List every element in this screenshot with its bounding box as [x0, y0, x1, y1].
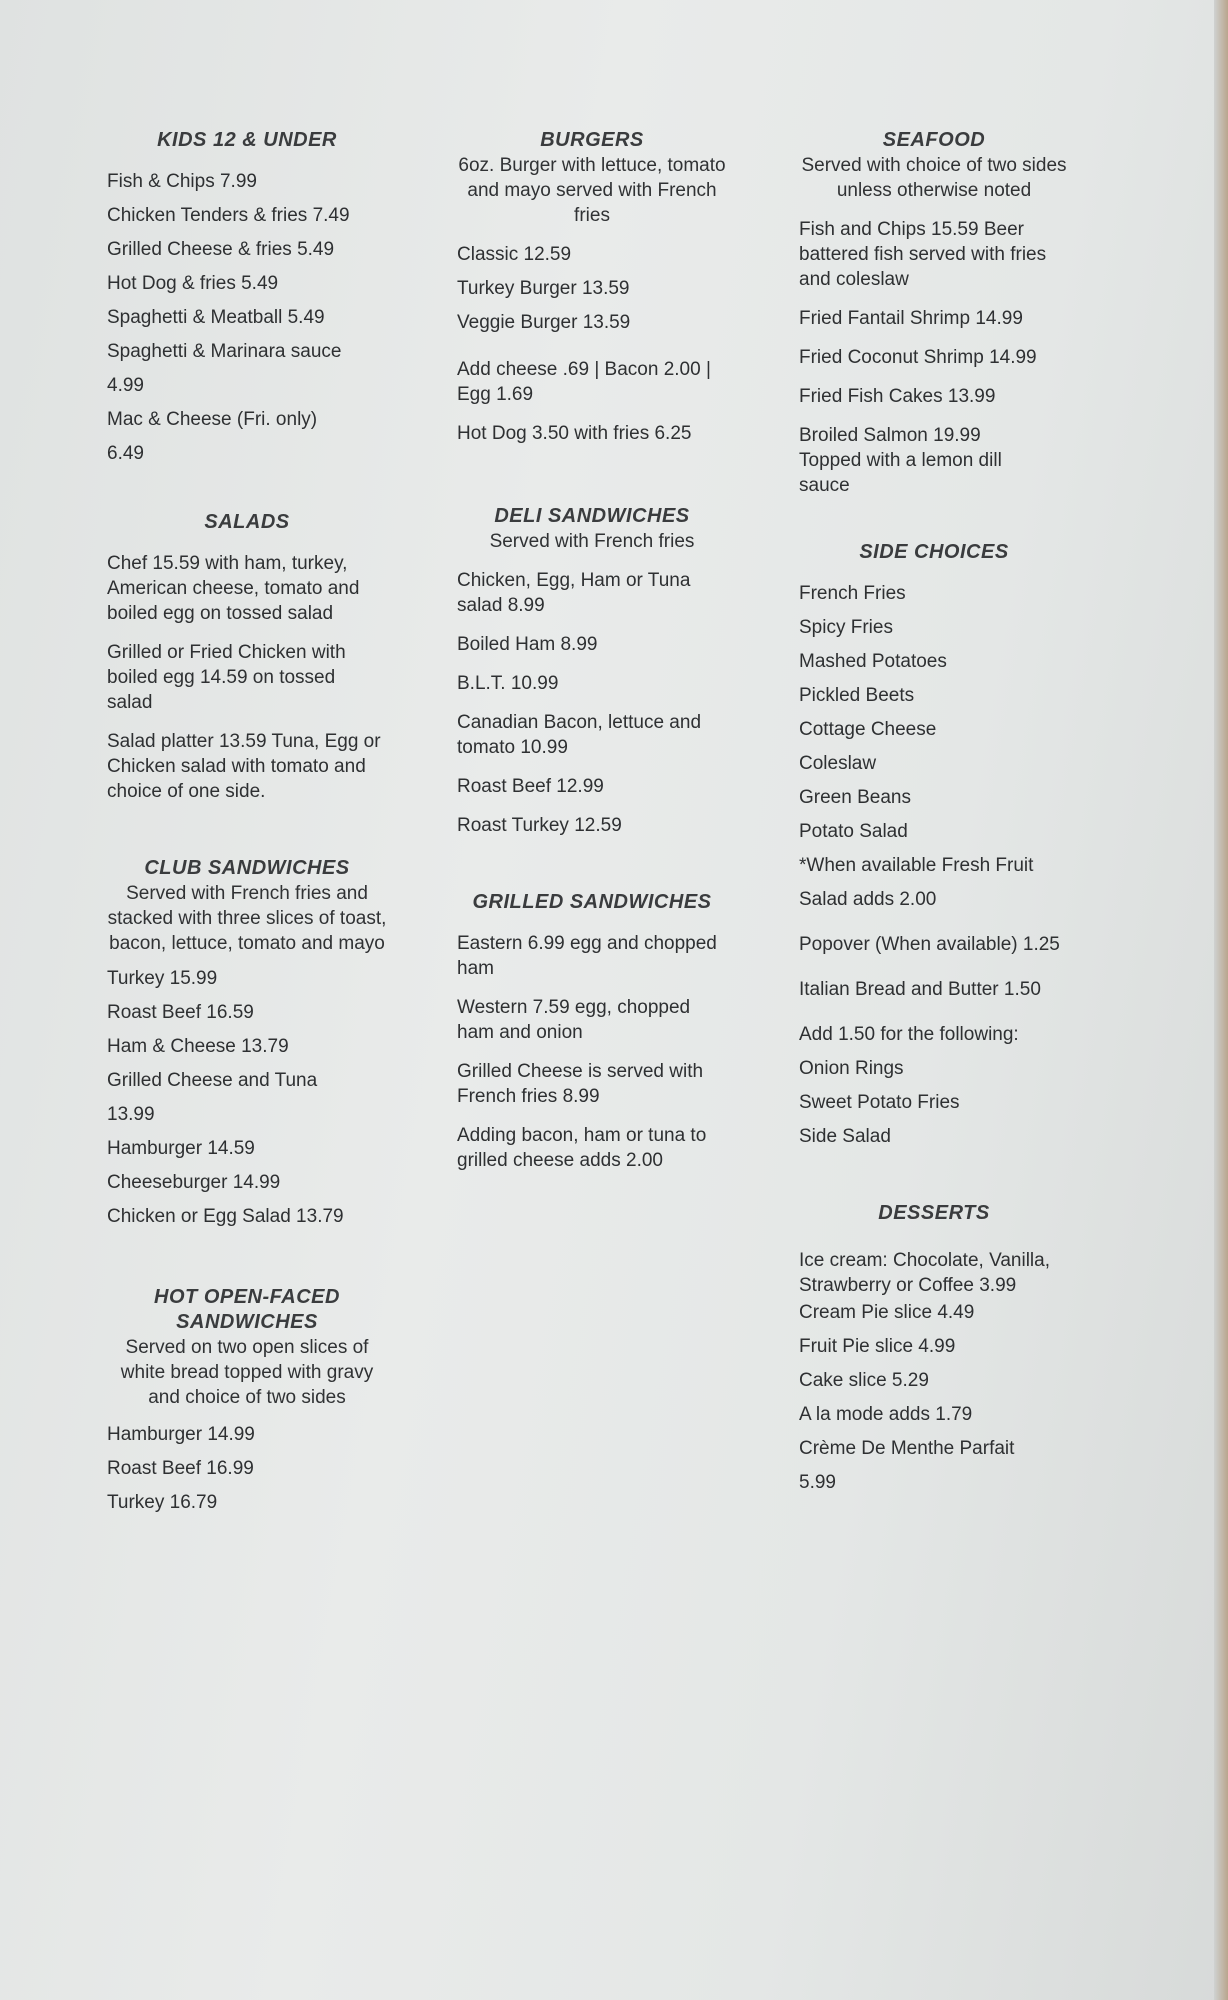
menu-item: Cream Pie slice 4.49 [799, 1302, 975, 1323]
salads-section [107, 510, 437, 804]
side-item: Spicy Fries [799, 617, 893, 638]
menu-item: Turkey Burger 13.59 [457, 278, 630, 299]
menu-item: Grilled or Fried Chicken with boiled egg 14.59 on tossed salad [107, 642, 346, 713]
seafood-subtitle: Served with choice of two sides unless otherwise noted [801, 155, 1067, 201]
menu-item: Chef 15.59 with ham, turkey, American cheese, tomato and boiled egg on tossed salad [107, 553, 360, 624]
burgers-heading: BURGERS [540, 129, 644, 151]
menu-item: Classic 12.59 [457, 244, 572, 265]
side-item: Coleslaw [799, 753, 877, 774]
seafood-section [799, 128, 1129, 498]
menu-page-edge [1214, 0, 1228, 2000]
menu-item: Spaghetti & Meatball 5.49 [107, 307, 325, 328]
side-item: Salad adds 2.00 [799, 889, 937, 910]
menu-item: Crème De Menthe Parfait [799, 1438, 1015, 1459]
kids-section [107, 128, 437, 466]
popover-item: Popover (When available) 1.25 [799, 934, 1060, 955]
menu-item: Roast Beef 16.99 [107, 1458, 254, 1479]
side-item: French Fries [799, 583, 906, 604]
menu-item: 6.49 [107, 443, 144, 464]
desserts-heading: DESSERTS [878, 1202, 990, 1224]
menu-item: B.L.T. 10.99 [457, 673, 559, 694]
club-subtitle: Served with French fries and stacked with three slices of toast, bacon, lettuce, tomato and mayo [107, 883, 387, 954]
menu-item: Hot Dog & fries 5.49 [107, 273, 279, 294]
side-item: Pickled Beets [799, 685, 915, 706]
menu-item: Cake slice 5.29 [799, 1370, 929, 1391]
side-item: Potato Salad [799, 821, 908, 842]
menu-item: A la mode adds 1.79 [799, 1404, 973, 1425]
menu-item: Broiled Salmon 19.99 Topped with a lemon dill sauce [799, 425, 1002, 496]
menu-item: Ice cream: Chocolate, Vanilla, Strawberry or Coffee 3.99 [799, 1250, 1050, 1296]
menu-item: Chicken, Egg, Ham or Tuna salad 8.99 [457, 570, 691, 616]
grilled-section [457, 890, 787, 1173]
menu-item: Fruit Pie slice 4.99 [799, 1336, 956, 1357]
menu-item: Eastern 6.99 egg and chopped ham [457, 933, 717, 979]
menu-item: Fried Coconut Shrimp 14.99 [799, 347, 1037, 368]
menu-item: Spaghetti & Marinara sauce [107, 341, 342, 362]
burger-addons: Add cheese .69 | Bacon 2.00 | Egg 1.69 [457, 359, 711, 405]
menu-column-middle [457, 128, 787, 1211]
menu-item: Canadian Bacon, lettuce and tomato 10.99 [457, 712, 702, 758]
menu-item: Fish & Chips 7.99 [107, 171, 257, 192]
menu-item: Roast Beef 12.99 [457, 776, 604, 797]
menu-item: Hamburger 14.59 [107, 1138, 255, 1159]
burgers-section [457, 128, 787, 446]
menu-item: Fried Fantail Shrimp 14.99 [799, 308, 1023, 329]
menu-item: Boiled Ham 8.99 [457, 634, 598, 655]
menu-item: Fried Fish Cakes 13.99 [799, 386, 996, 407]
club-section [107, 856, 437, 1229]
seafood-heading: SEAFOOD [882, 129, 986, 151]
hot-open-heading: HOT OPEN-FACED SANDWICHES [154, 1286, 340, 1333]
hot-open-section [107, 1285, 437, 1515]
menu-item: 4.99 [107, 375, 144, 396]
menu-item: Ham & Cheese 13.79 [107, 1036, 289, 1057]
deli-section [457, 504, 787, 838]
grilled-heading: GRILLED SANDWICHES [472, 891, 712, 913]
menu-item: Turkey 16.79 [107, 1492, 218, 1513]
desserts-section [799, 1201, 1129, 1495]
side-item: *When available Fresh Fruit [799, 855, 1034, 876]
bread-item: Italian Bread and Butter 1.50 [799, 979, 1041, 1000]
menu-item: Turkey 15.99 [107, 968, 218, 989]
side-item: Cottage Cheese [799, 719, 937, 740]
menu-item: 5.99 [799, 1472, 836, 1493]
sides-section [799, 540, 1129, 1149]
kids-heading: KIDS 12 & UNDER [157, 129, 337, 151]
menu-item: Hamburger 14.99 [107, 1424, 255, 1445]
club-heading: CLUB SANDWICHES [144, 857, 350, 879]
sides-heading: SIDE CHOICES [859, 541, 1009, 563]
deli-heading: DELI SANDWICHES [494, 505, 690, 527]
menu-column-right [799, 128, 1129, 1533]
salads-heading: SALADS [204, 511, 290, 533]
menu-item: Roast Beef 16.59 [107, 1002, 254, 1023]
menu-item: Mac & Cheese (Fri. only) [107, 409, 318, 430]
menu-item: Roast Turkey 12.59 [457, 815, 622, 836]
menu-item: 13.99 [107, 1104, 155, 1125]
hot-dog-item: Hot Dog 3.50 with fries 6.25 [457, 423, 692, 444]
side-item: Mashed Potatoes [799, 651, 947, 672]
burgers-subtitle: 6oz. Burger with lettuce, tomato and mayo served with French fries [458, 155, 726, 226]
add-on-label: Add 1.50 for the following: [799, 1024, 1019, 1045]
menu-item: Grilled Cheese is served with French fries 8.99 [457, 1061, 704, 1107]
side-item: Onion Rings [799, 1058, 904, 1079]
menu-item: Grilled Cheese and Tuna [107, 1070, 318, 1091]
deli-subtitle: Served with French fries [489, 531, 695, 552]
side-item: Green Beans [799, 787, 911, 808]
side-item: Side Salad [799, 1126, 891, 1147]
menu-item: Western 7.59 egg, chopped ham and onion [457, 997, 691, 1043]
menu-item: Chicken Tenders & fries 7.49 [107, 205, 350, 226]
hot-open-subtitle: Served on two open slices of white bread topped with gravy and choice of two sides [120, 1337, 374, 1408]
menu-item: Cheeseburger 14.99 [107, 1172, 281, 1193]
side-item: Sweet Potato Fries [799, 1092, 960, 1113]
menu-item: Grilled Cheese & fries 5.49 [107, 239, 335, 260]
menu-item: Chicken or Egg Salad 13.79 [107, 1206, 344, 1227]
menu-item: Adding bacon, ham or tuna to grilled cheese adds 2.00 [457, 1125, 707, 1171]
menu-item: Fish and Chips 15.59 Beer battered fish served with fries and coleslaw [799, 219, 1047, 290]
menu-column-left [107, 128, 437, 1553]
menu-item: Salad platter 13.59 Tuna, Egg or Chicken salad with tomato and choice of one side. [107, 731, 381, 802]
menu-item: Veggie Burger 13.59 [457, 312, 631, 333]
